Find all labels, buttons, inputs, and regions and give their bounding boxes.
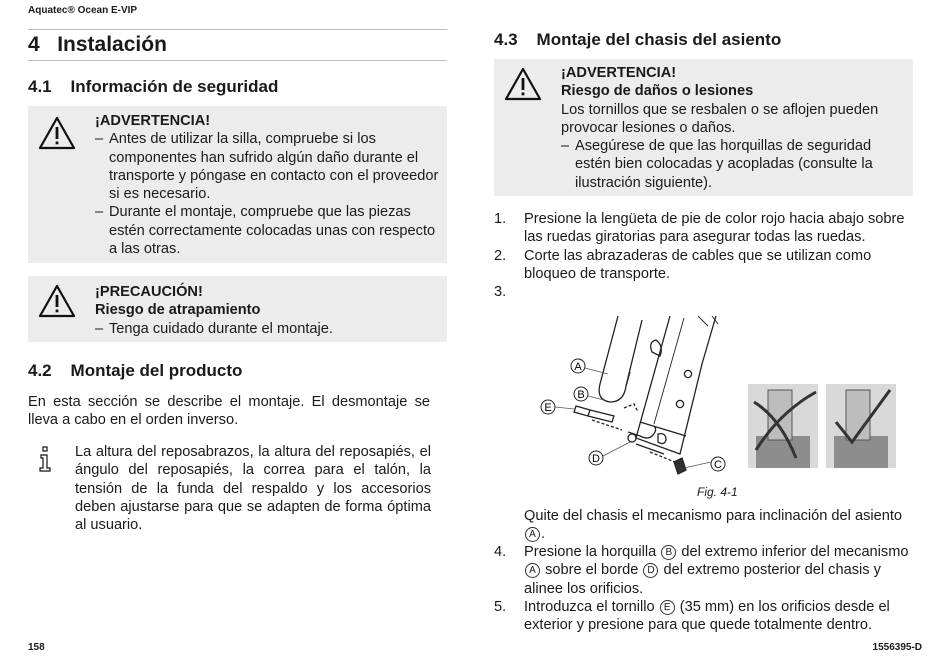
caution-subtitle: Riesgo de atrapamiento bbox=[95, 302, 261, 319]
step-number: 4. bbox=[494, 544, 507, 560]
caution-item: – Tenga cuidado durante el montaje. bbox=[95, 320, 440, 338]
text: del extremo inferior del mecanismo bbox=[681, 544, 909, 560]
figure-label: B bbox=[577, 389, 585, 401]
ref-label: E bbox=[660, 600, 675, 615]
figure-label: E bbox=[544, 402, 552, 414]
photo-correct bbox=[826, 384, 896, 468]
warning-title: ¡ADVERTENCIA! bbox=[95, 113, 211, 129]
running-header: Aquatec® Ocean E-VIP bbox=[28, 5, 138, 16]
document-number: 1556395-D bbox=[872, 642, 922, 653]
chapter-title-text: Instalación bbox=[57, 33, 167, 56]
text: (35 mm) en los orificios desde el exterior y presione para que quede totalmente dentro. bbox=[524, 599, 890, 634]
step-3-text bbox=[524, 507, 913, 544]
chapter-title bbox=[28, 33, 167, 57]
step-text: Presione la lengüeta de pie de color rojo hacia abajo sobre las ruedas giratorias para asegurar todas las ruedas. bbox=[524, 211, 905, 246]
figure-label: C bbox=[714, 459, 722, 471]
ref-label: D bbox=[643, 563, 658, 578]
text: Quite del chasis el mecanismo para inclinación del asiento bbox=[524, 508, 903, 524]
section-number: 4.1 bbox=[28, 77, 52, 96]
list-item bbox=[494, 210, 913, 247]
warning-icon bbox=[38, 284, 76, 318]
section-number: 4.2 bbox=[28, 361, 52, 380]
figure-label: A bbox=[574, 361, 582, 373]
section-4-3-heading bbox=[494, 30, 781, 50]
text: sobre el borde bbox=[545, 562, 639, 579]
figure-caption: Fig. 4-1 bbox=[697, 485, 738, 499]
warning-subtitle: Riesgo de daños o lesiones bbox=[561, 83, 754, 100]
warning-icon bbox=[38, 116, 76, 150]
section-title: Montaje del producto bbox=[70, 361, 243, 380]
info-icon bbox=[38, 446, 52, 472]
photo-incorrect bbox=[748, 384, 818, 468]
section-title: Información de seguridad bbox=[70, 77, 279, 96]
info-note: La altura del reposabrazos, la altura del reposapiés, el ángulo del reposapiés, la correa para el talón, la tensión de la funda del respaldo y los accesorios deben ajustarse para que se adapten de forma óptima al usuario. bbox=[75, 444, 431, 534]
warning-item: – Durante el montaje, compruebe que las piezas estén correctamente colocadas unas con respecto a las otras. bbox=[95, 203, 440, 258]
warning-box-safety bbox=[28, 106, 447, 263]
list-item bbox=[494, 283, 913, 301]
list-item bbox=[494, 543, 913, 598]
chapter-rule bbox=[28, 60, 447, 61]
page-number: 158 bbox=[28, 642, 45, 653]
step-text: Corte las abrazaderas de cables que se utilizan como bloqueo de transporte. bbox=[524, 247, 872, 282]
warning-icon bbox=[504, 67, 542, 101]
warning-text: Los tornillos que se resbalen o se aflojen pueden provocar lesiones o daños. bbox=[561, 101, 879, 136]
text: Presione la horquilla bbox=[524, 544, 657, 560]
ref-label: B bbox=[661, 545, 676, 560]
ref-label: A bbox=[525, 527, 540, 542]
step-number: 1. bbox=[494, 211, 507, 227]
warning-title: ¡ADVERTENCIA! bbox=[561, 65, 677, 81]
list-item bbox=[494, 598, 914, 635]
caution-title: ¡PRECAUCIÓN! bbox=[95, 284, 203, 300]
text: . bbox=[541, 526, 546, 543]
section-4-2-intro: En esta sección se describe el montaje. El desmontaje se lleva a cabo en el orden inverso. bbox=[28, 394, 430, 429]
list-item bbox=[494, 247, 913, 284]
section-4-1-heading bbox=[28, 77, 278, 97]
section-4-2-heading bbox=[28, 361, 242, 381]
header-rule bbox=[28, 29, 447, 30]
text: del extremo posterior del chasis y alinee los orificios. bbox=[524, 562, 881, 597]
figure-label: D bbox=[592, 453, 600, 465]
step-number: 3. bbox=[494, 284, 507, 301]
warning-item: – Antes de utilizar la silla, compruebe si los componentes han sufrido algún daño durante el transporte y póngase en contacto con el proveedor si es necesario. bbox=[95, 130, 440, 203]
step-number: 5. bbox=[494, 599, 507, 615]
ref-label: A bbox=[525, 563, 540, 578]
caution-box bbox=[28, 276, 447, 342]
figure-4-1 bbox=[530, 312, 900, 484]
section-number: 4.3 bbox=[494, 30, 518, 49]
steps-list bbox=[494, 210, 913, 301]
section-title: Montaje del chasis del asiento bbox=[536, 30, 782, 49]
step-number: 2. bbox=[494, 247, 507, 264]
chapter-number: 4 bbox=[28, 33, 40, 56]
text: Introduzca el tornillo bbox=[524, 599, 655, 615]
warning-box-chassis bbox=[494, 59, 913, 196]
warning-item: – Asegúrese de que las horquillas de seguridad estén bien colocadas y acopladas (consulte la ilustración siguiente). bbox=[561, 137, 908, 192]
